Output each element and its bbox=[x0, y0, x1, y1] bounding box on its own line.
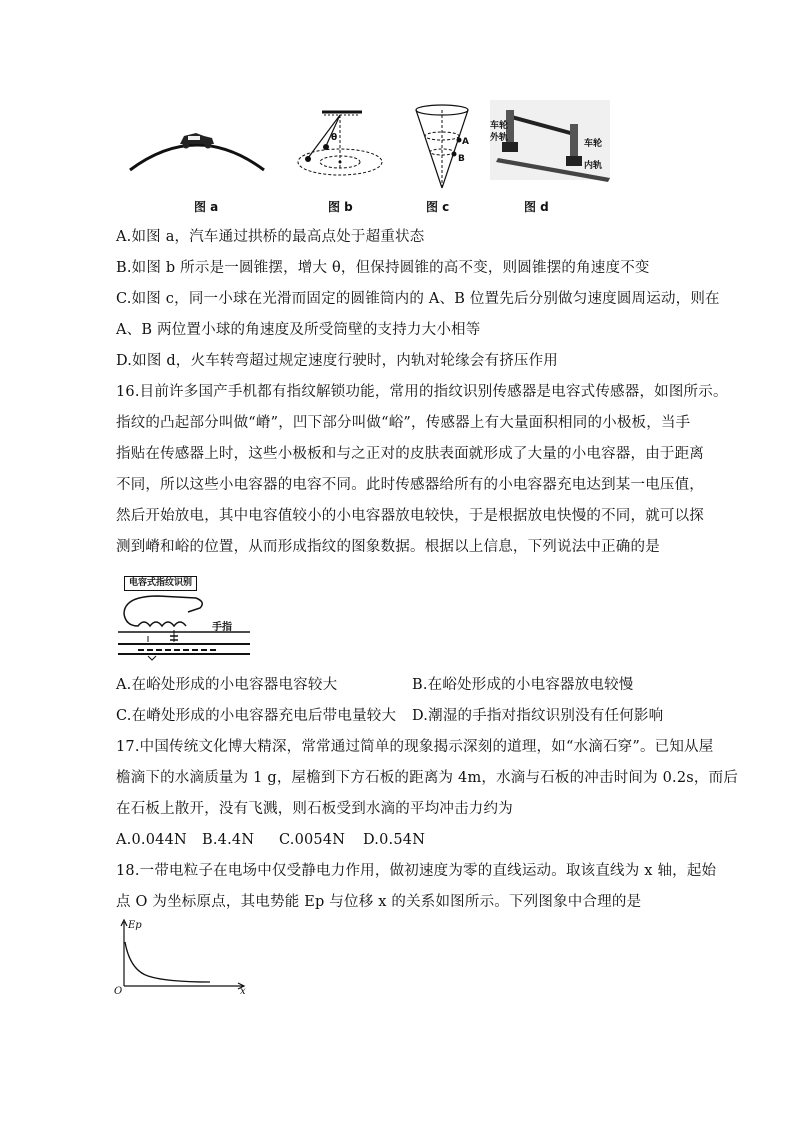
q16-line: 指纹的凸起部分叫做“嵴”，凹下部分叫做“峪”，传感器上有大量面积相同的小极板，当手 bbox=[116, 415, 691, 431]
figure-c-label: 图 c bbox=[426, 200, 450, 214]
figure-a-bridge-car bbox=[122, 100, 272, 200]
figure-strip bbox=[122, 100, 608, 218]
q18-line: 18.一带电粒子在电场中仅受静电力作用，做初速度为零的直线运动。取该直线为 x 轴，起始 bbox=[116, 863, 717, 879]
q15-option-c: C.如图 c，同一小球在光滑而固定的圆锥筒内的 A、B 位置先后分别做匀速度圆周运动，则在 bbox=[116, 291, 720, 307]
figure-b-conical-pendulum bbox=[282, 100, 402, 200]
q17-line: 檐滴下的水滴质量为 1 g，屋檐到下方石板的距离为 4m，水滴与石板的冲击时间为 0.2s，而后 bbox=[116, 770, 739, 786]
figure-d-left-top: 车轮 bbox=[490, 121, 509, 131]
figure-d-left-bottom: 外轨 bbox=[490, 133, 509, 143]
q16-option-d: D.潮湿的手指对指纹识别没有任何影响 bbox=[412, 708, 664, 724]
q15-option-d: D.如图 d，火车转弯超过规定速度行驶时，内轨对轮缘会有挤压作用 bbox=[116, 353, 559, 369]
q16-option-b: B.在峪处形成的小电容器放电较慢 bbox=[412, 677, 634, 693]
q16-line: 然后开始放电，其中电容值较小的小电容器放电较快，于是根据放电快慢的不同，就可以探 bbox=[116, 508, 704, 524]
q16-line: 不同，所以这些小电容器的电容不同。此时传感器给所有的小电容器充电达到某一电压值， bbox=[116, 477, 704, 493]
q16-figure-title: 电容式指纹识别 bbox=[124, 576, 197, 591]
q15-option-b: B.如图 b 所示是一圆锥摆，增大 θ，但保持圆锥的高不变，则圆锥摆的角速度不变 bbox=[116, 260, 650, 276]
q18-y-axis-label: Ep bbox=[128, 920, 142, 931]
figure-d-train-wheels bbox=[490, 100, 610, 195]
q16-line: 测到嵴和峪的位置，从而形成指纹的图象数据。根据以上信息，下列说法中正确的是 bbox=[116, 539, 660, 555]
q16-line: 16.目前许多国产手机都有指纹解锁功能，常用的指纹识别传感器是电容式传感器，如图所示。 bbox=[116, 384, 728, 400]
figure-a-label: 图 a bbox=[194, 200, 219, 214]
q15-option-a: A.如图 a，汽车通过拱桥的最高点处于超重状态 bbox=[116, 229, 425, 245]
q17-option-b: B.4.4N bbox=[202, 832, 255, 848]
figure-c-point-a: A bbox=[462, 137, 469, 147]
q16-figure-finger-label: 手指 bbox=[212, 622, 232, 633]
q15-option-c-cont: A、B 两位置小球的角速度及所受筒壁的支持力大小相等 bbox=[116, 322, 481, 338]
q17-option-a: A.0.044N bbox=[116, 832, 187, 848]
figure-d-right-top: 车轮 bbox=[584, 139, 603, 149]
q17-option-c: C.0054N bbox=[279, 832, 346, 848]
figure-d-label: 图 d bbox=[524, 200, 549, 214]
q18-graph bbox=[112, 918, 252, 1000]
figure-c-point-b: B bbox=[458, 154, 465, 164]
figure-d-right-bottom: 内轨 bbox=[584, 161, 603, 171]
q17-option-d: D.0.54N bbox=[363, 832, 426, 848]
q18-origin-label: O bbox=[114, 986, 123, 997]
q16-option-a: A.在峪处形成的小电容器电容较大 bbox=[116, 677, 338, 693]
q16-line: 指贴在传感器上时，这些小极板和与之正对的皮肤表面就形成了大量的小电容器，由于距离 bbox=[116, 446, 704, 462]
q16-option-c: C.在嵴处形成的小电容器充电后带电量较大 bbox=[116, 708, 397, 724]
figure-c-cone bbox=[410, 100, 490, 200]
q16-figure bbox=[118, 574, 250, 664]
q18-x-axis-label: x bbox=[240, 986, 246, 997]
q17-line: 在石板上散开，没有飞溅，则石板受到水滴的平均冲击力约为 bbox=[116, 801, 513, 817]
q17-line: 17.中国传统文化博大精深，常常通过简单的现象揭示深刻的道理，如“水滴石穿”。已知从屋 bbox=[116, 739, 714, 755]
figure-b-label: 图 b bbox=[328, 200, 353, 214]
q18-line: 点 O 为坐标原点，其电势能 Ep 与位移 x 的关系如图所示。下列图象中合理的是 bbox=[116, 894, 642, 910]
svg-text:θ: θ bbox=[331, 133, 338, 143]
